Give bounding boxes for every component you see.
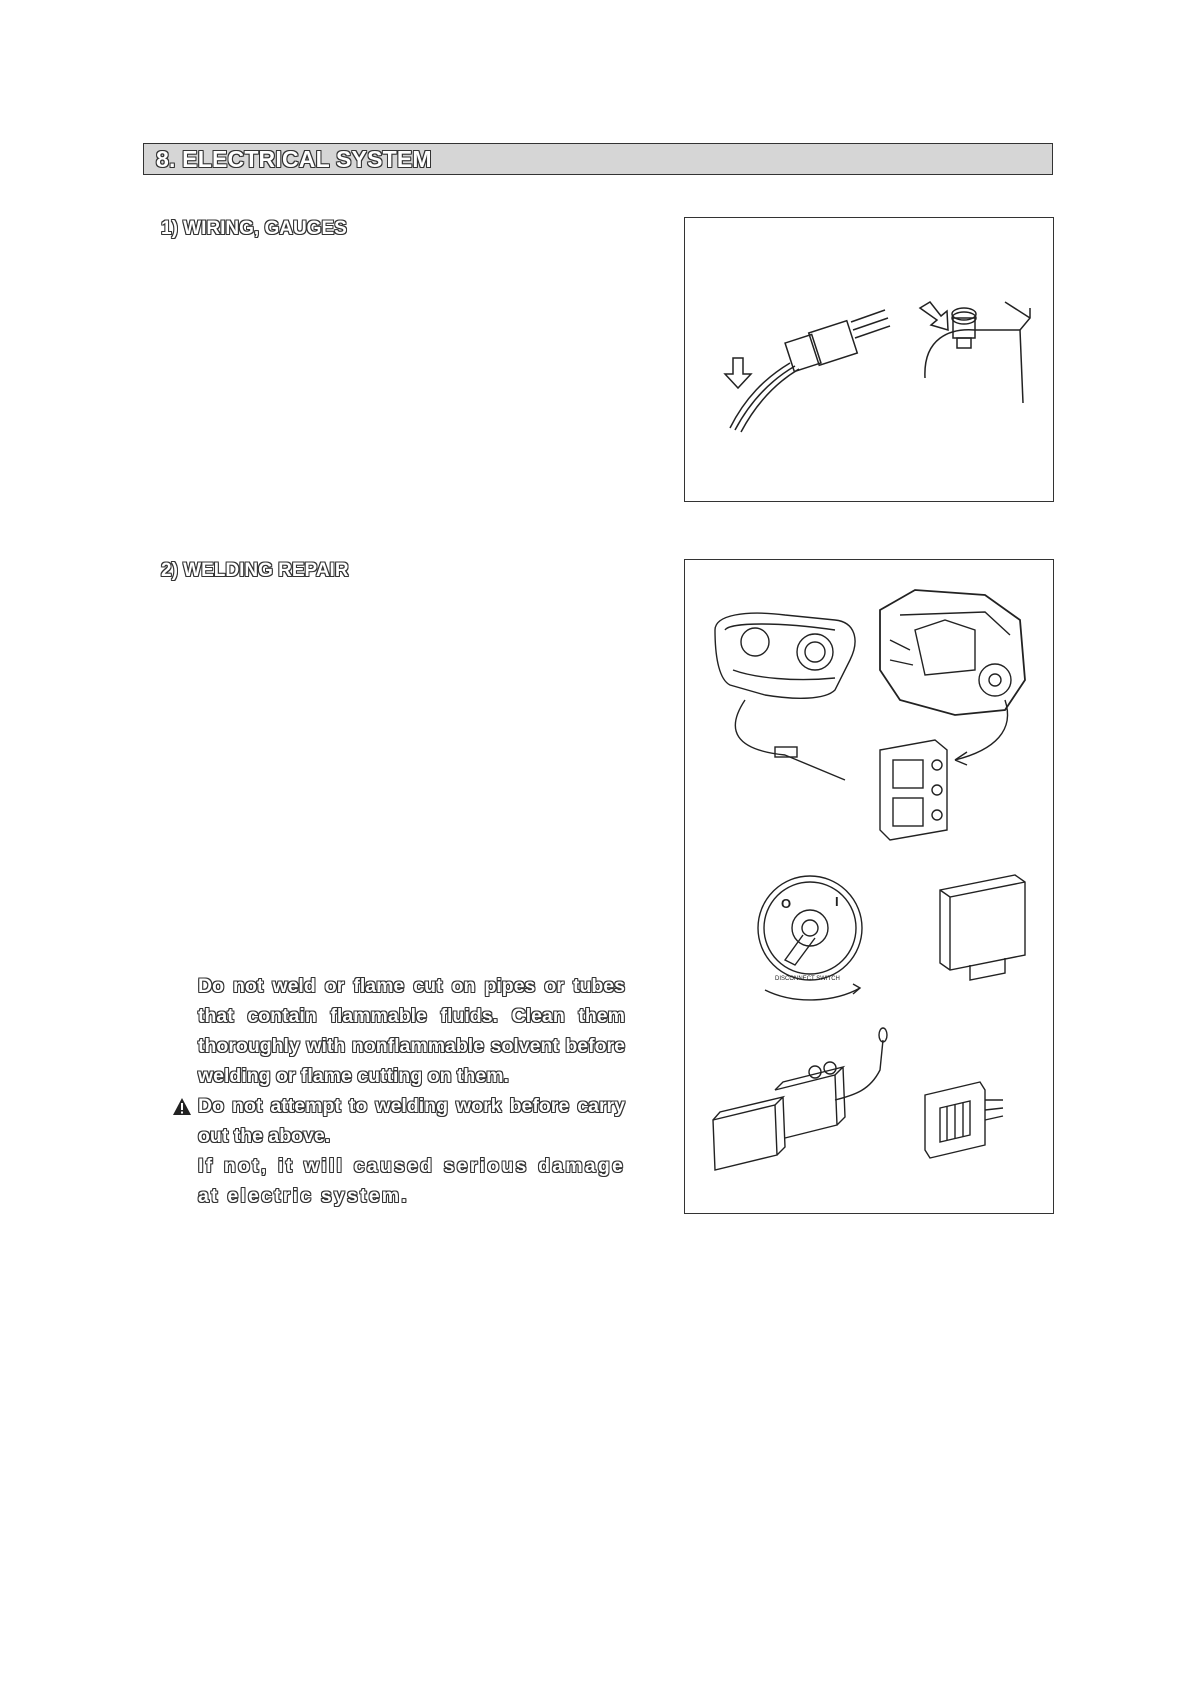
down-arrow-icon (725, 358, 751, 388)
disconnect-switch-label: DISCONNECT SWITCH (775, 976, 840, 982)
controller-box-illustration (940, 875, 1025, 980)
warning-text-procedure: Do not attempt to welding work before carry out the above. (198, 1095, 625, 1147)
battery-illustration (713, 1028, 887, 1170)
relay-box-illustration (925, 1082, 1003, 1158)
switch-on-mark: I (835, 894, 839, 909)
curved-arrow-icon (955, 700, 1008, 760)
ecu-connector-illustration (880, 740, 947, 840)
section-header (143, 143, 1053, 175)
wiring-heading: 1) WIRING, GAUGES (161, 218, 347, 239)
warning-triangle-icon (172, 1097, 192, 1116)
engine-illustration (880, 590, 1025, 715)
switch-off-mark: O (781, 896, 792, 911)
diagonal-arrow-icon (920, 302, 948, 330)
welding-repair-figure (684, 559, 1054, 1214)
section-title: 8. ELECTRICAL SYSTEM (156, 146, 432, 172)
warning-text-damage: If not, it will caused serious damage at electric system. (198, 1155, 625, 1207)
gauge-cluster-illustration (715, 613, 855, 780)
warning-text-flammable: Do not weld or flame cut on pipes or tubes that contain flammable fluids. Clean them thoroughly with nonflammable solvent before welding or flame cutting on them. (198, 975, 625, 1087)
wiring-gauges-figure (684, 217, 1054, 502)
welding-heading: 2) WELDING REPAIR (161, 560, 349, 581)
